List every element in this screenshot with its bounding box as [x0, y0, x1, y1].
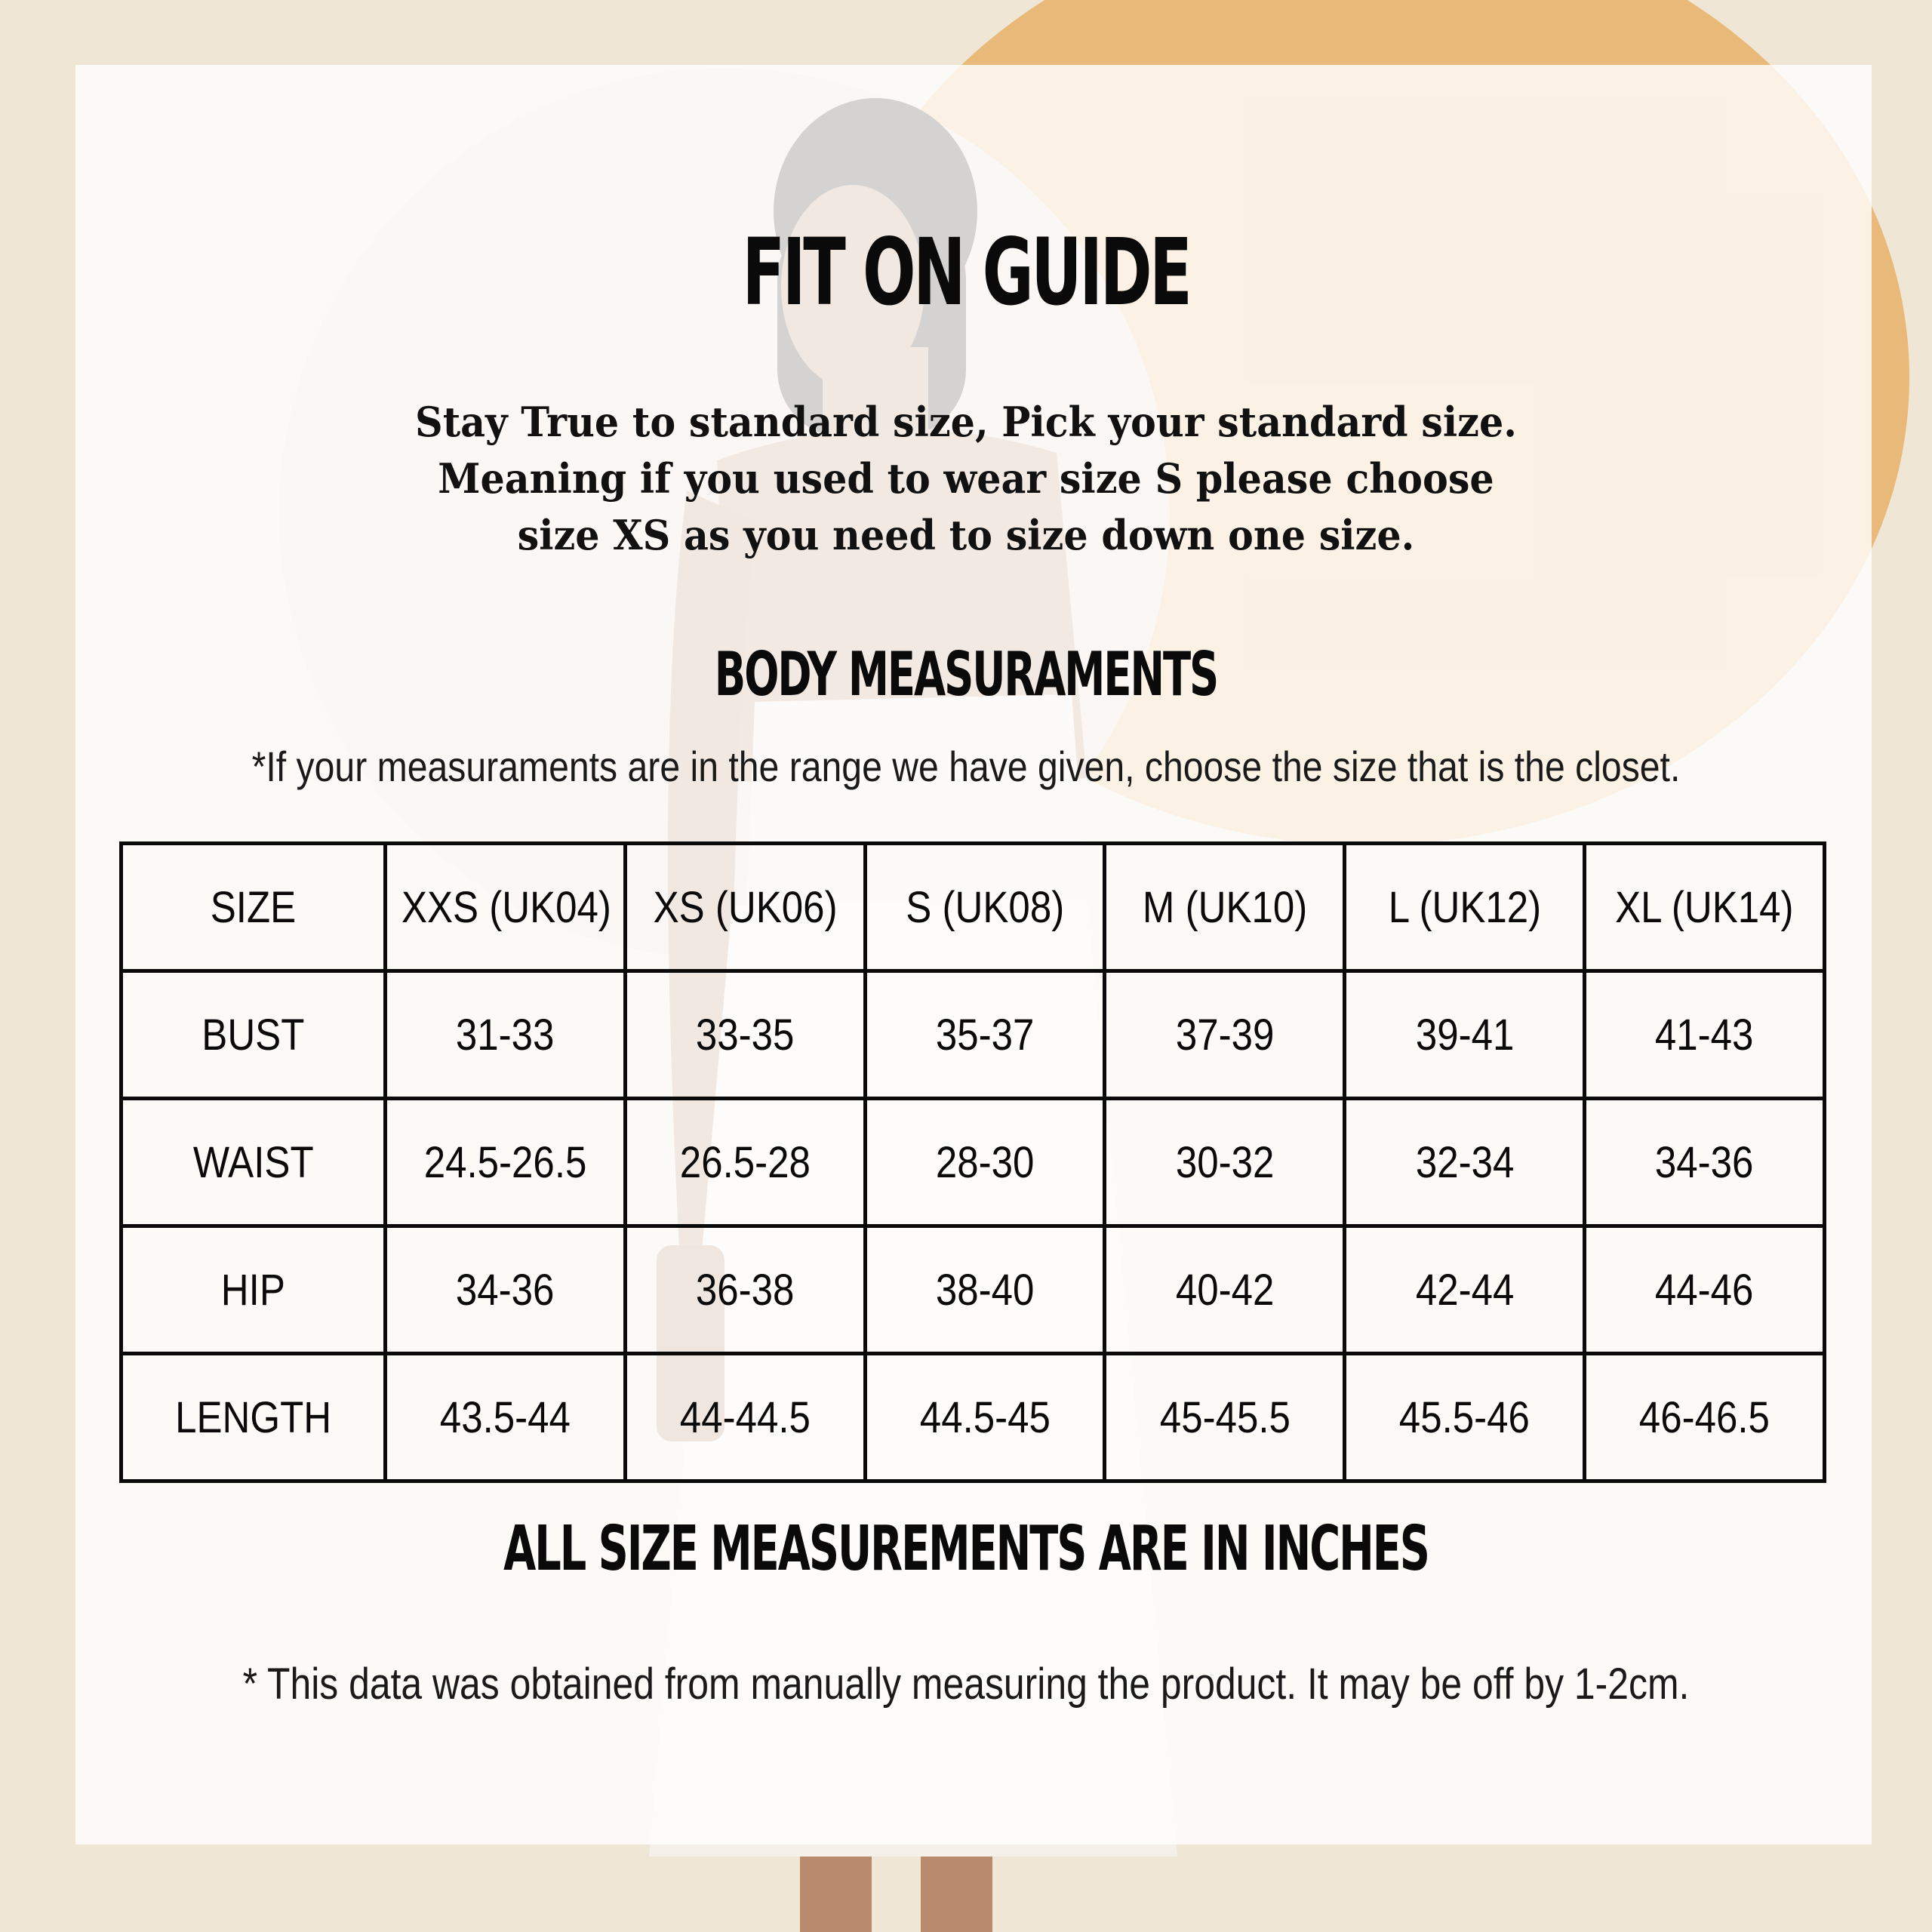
page-title: FIT ON GUIDE — [742, 219, 1190, 326]
table-cell: 28-30 — [865, 1099, 1105, 1226]
table-cell: 43.5-44 — [386, 1354, 626, 1481]
table-cell: 33-35 — [625, 971, 865, 1099]
table-header-row — [122, 844, 1825, 971]
table-cell: 45-45.5 — [1105, 1354, 1345, 1481]
table-cell: 40-42 — [1105, 1226, 1345, 1354]
header-cell: M (UK10) — [1105, 844, 1345, 971]
fit-advice-line: Meaning if you used to wear size S please choose — [438, 454, 1494, 503]
disclaimer-text: * This data was obtained from manually measuring the product. It may be off by 1-2cm. — [242, 1660, 1690, 1709]
table-cell: 30-32 — [1105, 1099, 1345, 1226]
table-cell: 31-33 — [386, 971, 626, 1099]
units-note: ALL SIZE MEASUREMENTS ARE IN INCHES — [503, 1513, 1429, 1585]
row-label: WAIST — [122, 1099, 386, 1226]
fit-advice-line: Stay True to standard size, Pick your standard size. — [415, 398, 1517, 446]
table-cell: 39-41 — [1345, 971, 1585, 1099]
table-cell: 35-37 — [865, 971, 1105, 1099]
row-label: HIP — [122, 1226, 386, 1354]
row-label: LENGTH — [122, 1354, 386, 1481]
fit-advice — [58, 394, 1874, 564]
table-cell: 45.5-46 — [1345, 1354, 1585, 1481]
table-cell: 37-39 — [1105, 971, 1345, 1099]
table-cell: 44-44.5 — [625, 1354, 865, 1481]
table-cell: 38-40 — [865, 1226, 1105, 1354]
fit-advice-line: size XS as you need to size down one size. — [517, 511, 1415, 559]
table-cell: 36-38 — [625, 1226, 865, 1354]
table-row — [122, 1099, 1825, 1226]
header-cell: L (UK12) — [1345, 844, 1585, 971]
table-cell: 44.5-45 — [865, 1354, 1105, 1481]
table-cell: 44-46 — [1585, 1226, 1825, 1354]
row-label: BUST — [122, 971, 386, 1099]
table-cell: 46-46.5 — [1585, 1354, 1825, 1481]
table-cell: 34-36 — [386, 1226, 626, 1354]
table-cell: 24.5-26.5 — [386, 1099, 626, 1226]
table-cell: 34-36 — [1585, 1099, 1825, 1226]
table-row — [122, 1226, 1825, 1354]
header-cell: XL (UK14) — [1585, 844, 1825, 971]
header-cell: S (UK08) — [865, 844, 1105, 971]
table-cell: 41-43 — [1585, 971, 1825, 1099]
section-title: BODY MEASURAMENTS — [714, 639, 1218, 709]
size-chart-table — [119, 841, 1826, 1483]
table-cell: 32-34 — [1345, 1099, 1585, 1226]
table-cell: 26.5-28 — [625, 1099, 865, 1226]
header-cell: XS (UK06) — [625, 844, 865, 971]
table-row — [122, 971, 1825, 1099]
header-cell: SIZE — [122, 844, 386, 971]
table-cell: 42-44 — [1345, 1226, 1585, 1354]
table-row — [122, 1354, 1825, 1481]
header-cell: XXS (UK04) — [386, 844, 626, 971]
range-note: *If your measuraments are in the range we have given, choose the size that is the closet. — [251, 743, 1681, 790]
